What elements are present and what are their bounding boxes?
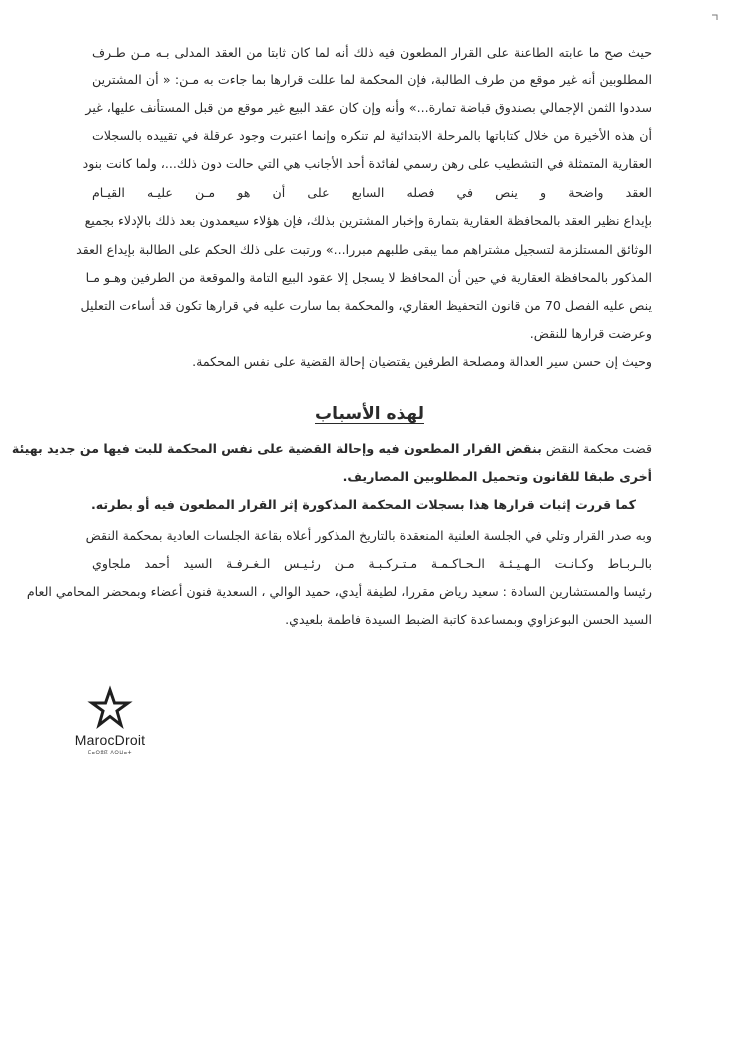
section-heading: لهذه الأسباب (315, 404, 424, 424)
paragraph-1-line-1: حيث صح ما عابته الطاعنة على القرار المطعون فيه ذلك أنه لما كان ثابتا من العقد المدلى بـه مـن طـرف (92, 45, 652, 60)
star-icon (88, 688, 132, 730)
ruling-line-2: أخرى طبقا للقانون وتحميل المطلوبين المصاريف. (342, 469, 652, 484)
paragraph-1-line-4: أن هذه الأخيرة من خلال كتاباتها بالمرحلة الابتدائية لم تنكره وإنما اعتبرت وجود عرقلة في تقييده بالسجلات (92, 128, 652, 143)
logo-name: MarocDroit (74, 732, 146, 748)
ruling-line-1-prefix: قضت محكمة النقض (545, 441, 652, 456)
marocdroit-logo (60, 688, 160, 758)
paragraph-1-line-2: المطلوبين أنه غير موقع من طرف الطالبة، فإن المحكمة لما عللت قرارها بما جاءت به مـن: « أن المشترين (92, 72, 652, 87)
ruling-line-3: كما قررت إثبات قرارها هذا بسجلات المحكمة المذكورة إثر القرار المطعون فيه أو بطرته. (90, 497, 636, 512)
paragraph-2: وحيث إن حسن سير العدالة ومصلحة الطرفين يقتضيان إحالة القضية على نفس المحكمة. (192, 354, 652, 369)
paragraph-1-line-6: العقد واضحة و ينص في فصله السابع على أن هو مـن عليـه القيـام (92, 185, 652, 200)
scan-corner-mark (712, 14, 718, 20)
paragraph-1-line-7: بإيداع نظير العقد بالمحافظة العقارية بتمارة وإخبار المشترين بذلك، فإن هؤلاء سيعمدون بعد ذلك بالإدلاء بجميع (84, 213, 652, 228)
closing-line-2: بالـربـاط وكـانـت الـهـيـئـة الـحـاكـمـة مـتـركـبـة مـن رئـيـس الـغـرفـة السيد أحمد ملجاوي (92, 556, 652, 571)
paragraph-1-line-9: المذكور بالمحافظة العقارية في حين أن المحافظ لا يسجل إلا عقود البيع التامة والموقعة من الطرفين وهـو مـا (85, 270, 652, 285)
ruling-line-1-bold: بنقض القرار المطعون فيه وإحالة القضية على نفس المحكمة للبت فيها من جديد بهيئة (11, 441, 542, 456)
paragraph-1-line-8: الوثائق المستلزمة لتسجيل مشتراهم مما يبقى طلبهم مبررا...» ورتبت على ذلك الحكم على الطالبة بإيداع العقد (76, 242, 652, 257)
closing-line-4: السيد الحسن البوعزاوي وبمساعدة كاتبة الضبط السيدة فاطمة بلعيدي. (285, 612, 652, 627)
closing-line-3: رئيسا والمستشارين السادة : سعيد رياض مقررا، لطيفة أيدي، حميد الوالي ، السعدية فنون أعضاء وبمحضر المحامي العام (26, 584, 652, 599)
paragraph-1-line-3: سددوا الثمن الإجمالي بصندوق قباضة تمارة...» وأنه وإن كان عقد البيع غير موقع من قبل المستأنف عليها، غير (85, 100, 652, 115)
paragraph-1-line-10: ينص عليه الفصل 70 من قانون التحفيظ العقاري، والمحكمة بما سارت عليه في قرارها تكون قد أساءت التعليل (80, 298, 652, 313)
paragraph-1-line-11: وعرضت قرارها للنقض. (529, 326, 652, 341)
paragraph-1-line-5: العقارية المتمثلة في التشطيب على رهن رسمي لفائدة أحد الأجانب هي التي حالت دون ذلك...، ولما كانت بنود (82, 156, 652, 171)
ruling-line-1 (11, 440, 652, 458)
logo-tagline: ⵎⴰⵔⵓⴽ ⴷⵔⵡⴰⵜ (87, 750, 133, 756)
closing-line-1: وبه صدر القرار وتلي في الجلسة العلنية المنعقدة بالتاريخ المذكور أعلاه بقاعة الجلسات العادية بمحكمة النقض (85, 528, 652, 543)
